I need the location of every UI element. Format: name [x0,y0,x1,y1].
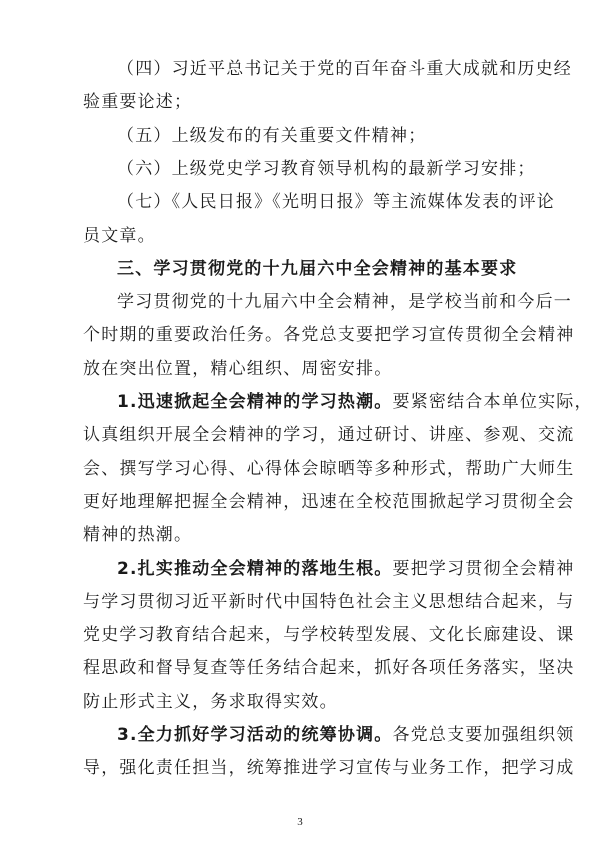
list-item-4-line-1: （四）习近平总书记关于党的百年奋斗重大成就和历史经 [117,59,572,79]
paragraph-1-line-2: 个时期的重要政治任务。各党总支要把学习宣传贯彻全会精神 [83,325,575,345]
list-item-6: （六）上级党史学习教育领导机构的最新学习安排； [117,159,536,179]
item-2-line-2: 与学习贯彻习近平新时代中国特色社会主义思想结合起来，与 [83,592,575,612]
item-2-line-4: 程思政和督导复查等任务结合起来，抓好各项任务落实，坚决 [83,658,575,678]
item-3-line-1-text: 各党总支要加强组织领 [392,725,575,745]
item-1-line-1-text: 要紧密结合本单位实际， [392,392,593,412]
list-item-5: （五）上级发布的有关重要文件精神； [117,126,427,146]
item-1-line-1 [117,391,593,413]
page-number: 3 [297,816,303,828]
section-heading: 三、学习贯彻党的十九届六中全会精神的基本要求 [117,259,518,279]
item-1-line-5: 精神的热潮。 [83,525,193,545]
paragraph-1-line-1: 学习贯彻党的十九届六中全会精神，是学校当前和今后一 [117,292,572,312]
item-1-line-4: 更好地理解把握全会精神，迅速在全校范围掀起学习贯彻全会 [83,492,575,512]
item-3-line-1 [117,724,575,746]
item-2-line-1-text: 要把学习贯彻全会精神 [392,559,575,579]
item-1-line-2: 认真组织开展全会精神的学习，通过研讨、讲座、参观、交流 [83,425,575,445]
item-2-title: 2.扎实推动全会精神的落地生根。 [117,559,393,579]
item-1-line-3: 会、撰写学习心得、心得体会晾晒等多种形式，帮助广大师生 [83,459,575,479]
item-3-title: 3.全力抓好学习活动的统筹协调。 [117,725,393,745]
list-item-7-line-2: 员文章。 [83,226,156,246]
item-2-line-5: 防止形式主义，务求取得实效。 [83,692,338,712]
list-item-4-line-2: 验重要论述； [83,92,193,112]
item-1-title: 1.迅速掀起全会精神的学习热潮。 [117,392,393,412]
item-2-line-1 [117,558,575,580]
item-2-line-3: 党史学习教育结合起来，与学校转型发展、文化长廊建设、课 [83,625,575,645]
list-item-7-line-1: （七）《人民日报》《光明日报》等主流媒体发表的评论 [117,192,555,212]
paragraph-1-line-3: 放在突出位置，精心组织、周密安排。 [83,359,393,379]
item-3-line-2: 导，强化责任担当，统筹推进学习宣传与业务工作，把学习成 [83,758,575,778]
